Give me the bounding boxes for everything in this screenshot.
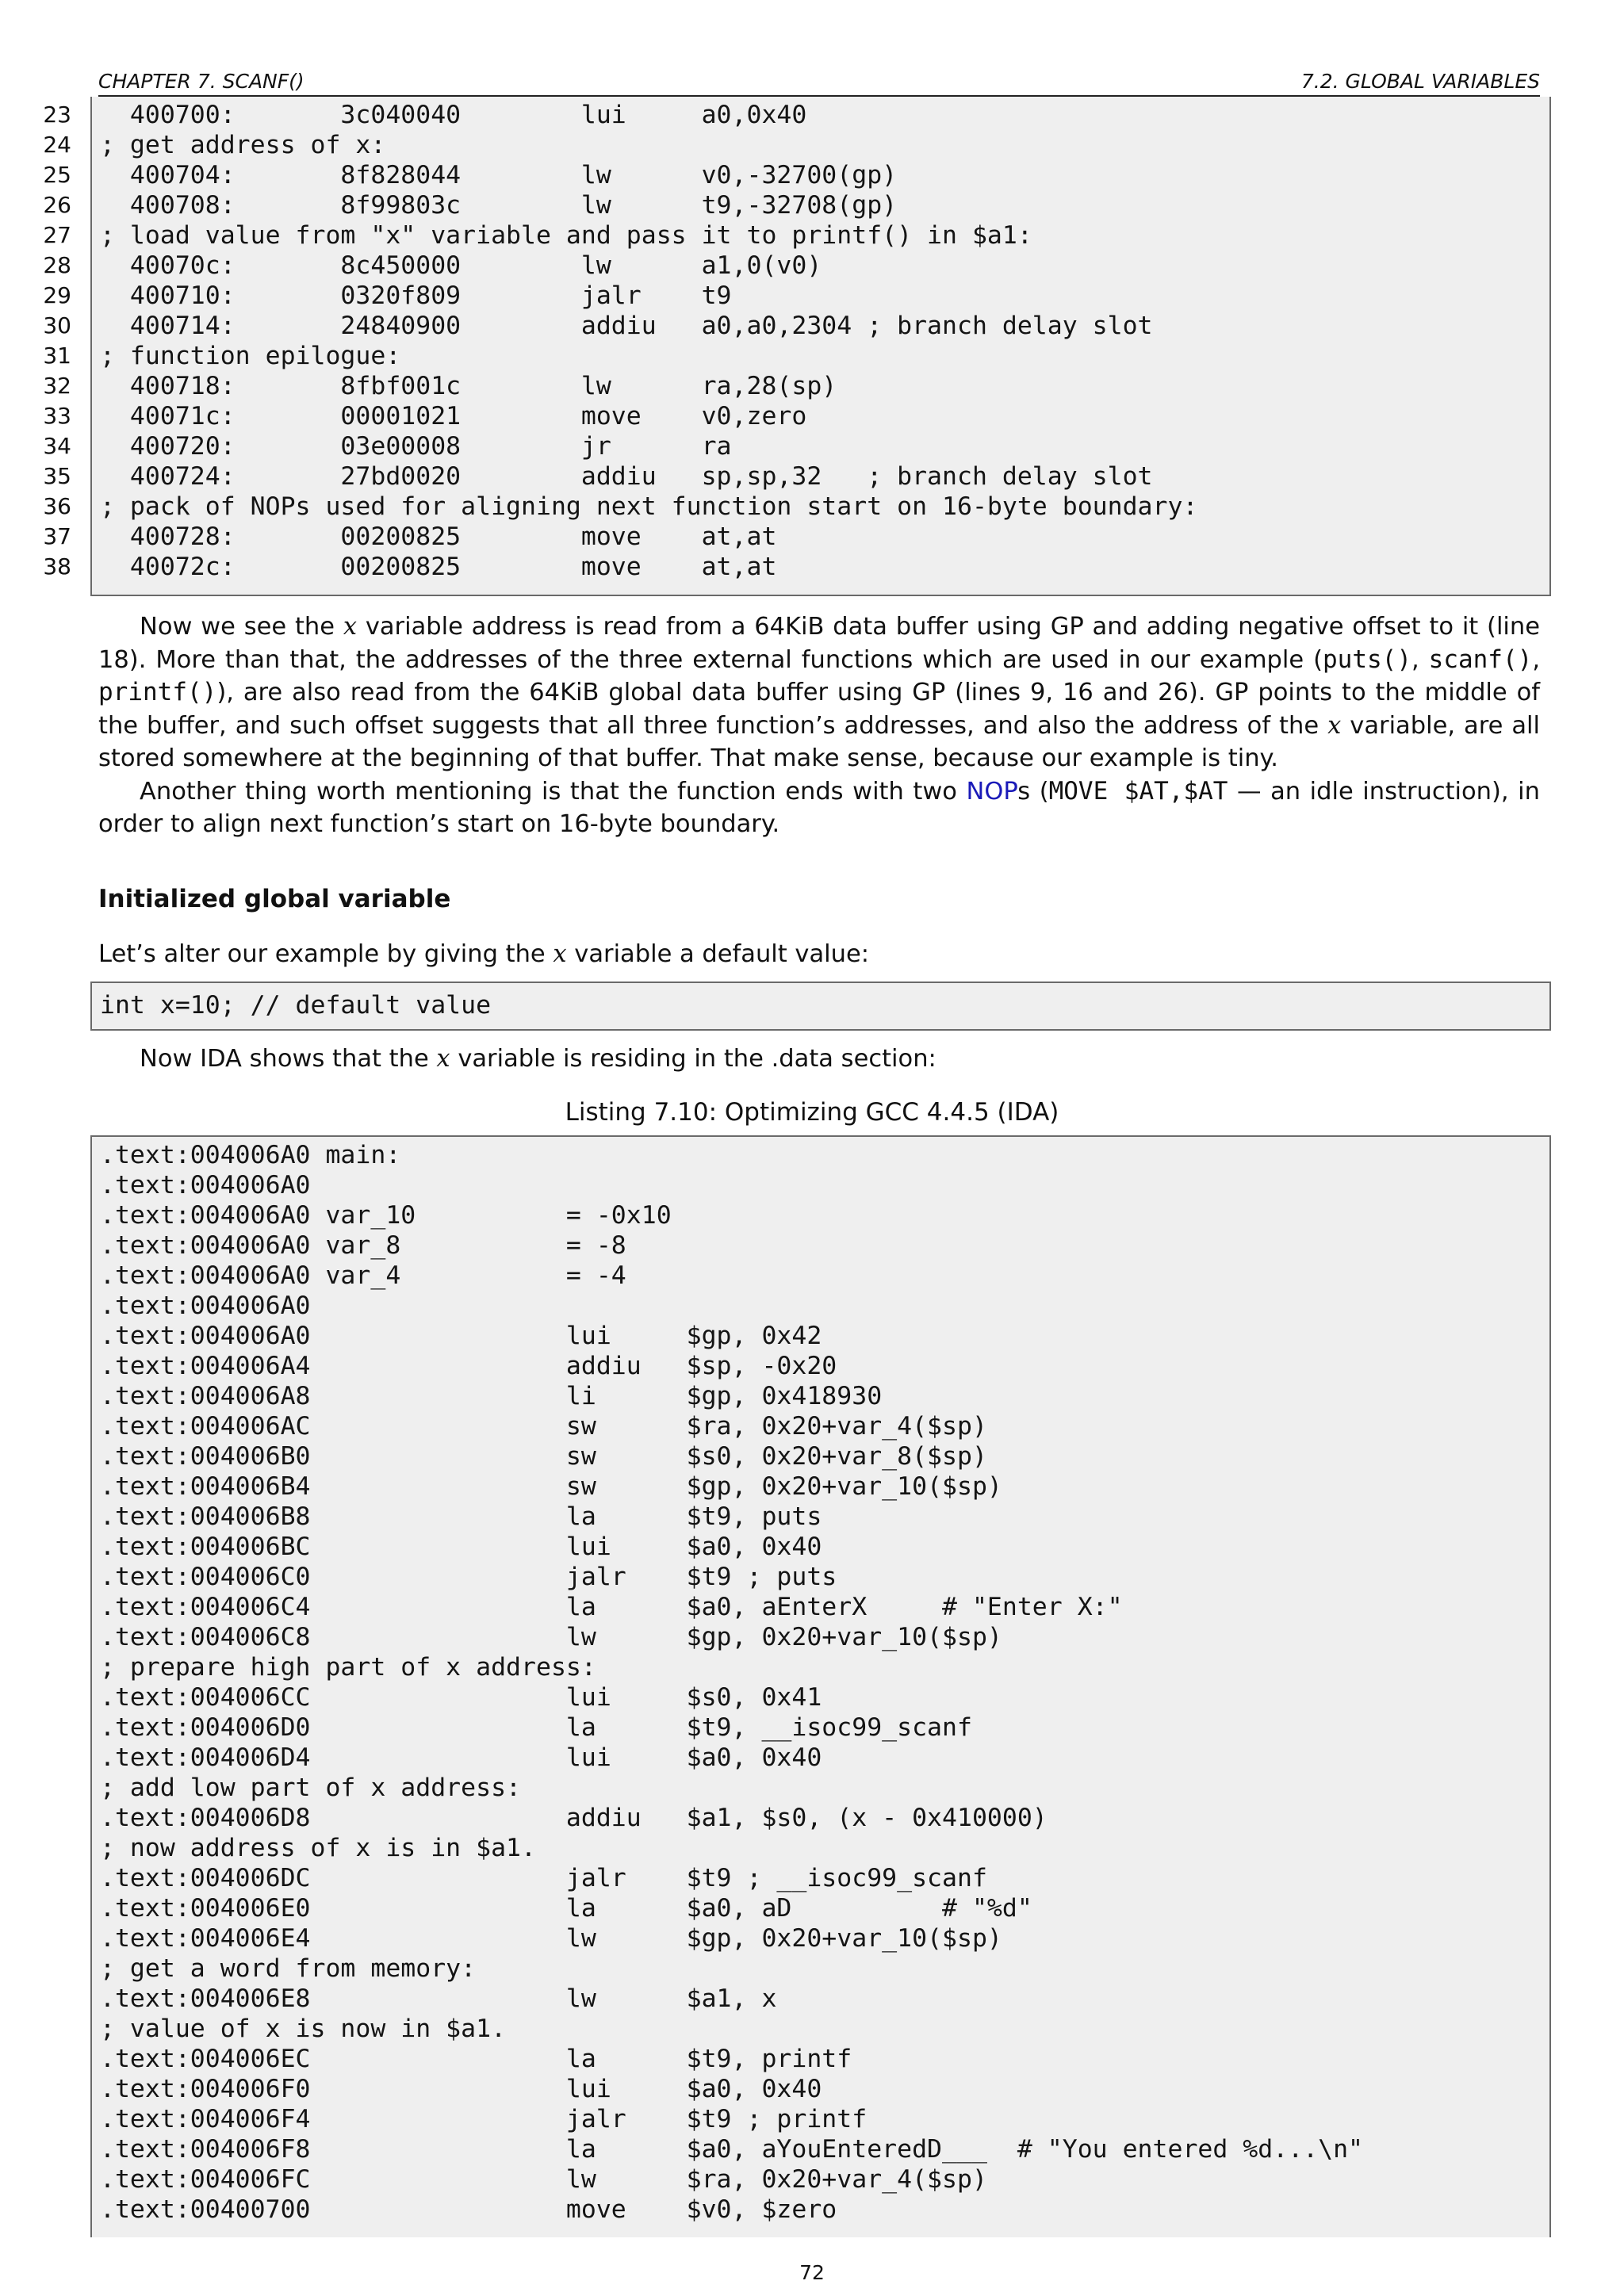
code-line: ; add low part of x address:: [100, 1774, 522, 1802]
text-run: variable a default value:: [566, 940, 870, 968]
code-line: int x=10; // default value: [100, 991, 492, 1020]
text-run: Another thing worth mentioning is that the function ends with two: [140, 777, 967, 806]
code-line: ; get a word from memory:: [100, 1954, 477, 1983]
line-number: 30: [43, 312, 71, 339]
code-line: .text:004006C4 la $a0, aEnterX # "Enter X:": [100, 1593, 1123, 1621]
line-number: 34: [43, 433, 71, 459]
code-line: .text:004006F8 la $a0, aYouEnteredD___ # "You entered %d...\n": [100, 2135, 1364, 2164]
line-number: 32: [43, 373, 71, 399]
page-number: 72: [799, 2261, 825, 2284]
subsection-heading: Initialized global variable: [98, 885, 451, 913]
chapter-title: CHAPTER 7. SCANF(): [98, 70, 304, 93]
code-line: .text:004006A0 var_10 = -0x10: [100, 1201, 672, 1230]
line-number: 33: [43, 403, 71, 429]
code-line: .text:004006E4 lw $gp, 0x20+var_10($sp): [100, 1924, 1002, 1953]
code-line: 40070c: 8c450000 lw a1,0(v0): [100, 251, 822, 280]
code-line: .text:004006A0 var_8 = -8: [100, 1231, 626, 1260]
code-line: 400718: 8fbf001c lw ra,28(sp): [100, 372, 837, 400]
text-run: variable address is read from a 64KiB data buffer using GP and adding negative offset to it (line 18). More than that, the addresses of the three external functions which are used in our example (: [98, 613, 1540, 674]
math-var-x: x: [436, 1045, 450, 1073]
line-numbers: [27, 100, 71, 582]
code-line: 40072c: 00200825 move at,at: [100, 553, 777, 581]
math-var-x: x: [553, 940, 567, 968]
code-line: .text:004006E0 la $a0, aD # "%d": [100, 1894, 1032, 1923]
inline-code-printf: printf(): [98, 678, 217, 706]
section-title-header: 7.2. GLOBAL VARIABLES: [1300, 70, 1540, 93]
code-line: .text:004006D4 lui $a0, 0x40: [100, 1743, 822, 1772]
code-line: .text:004006D0 la $t9, __isoc99_scanf: [100, 1713, 972, 1742]
code-line: ; now address of x is in $a1.: [100, 1834, 536, 1862]
code-snippet-default-value: [90, 982, 1551, 1031]
line-number: 23: [43, 101, 71, 128]
code-listing-ida: [90, 1135, 1551, 2237]
code-line: ; load value from "x" variable and pass it to printf() in $a1:: [100, 221, 1032, 250]
text-run: Now IDA shows that the: [140, 1045, 437, 1073]
inline-code-move: MOVE $AT,$AT: [1048, 776, 1228, 806]
code-line: .text:004006A8 li $gp, 0x418930: [100, 1382, 883, 1410]
code-line: 40071c: 00001021 move v0,zero: [100, 402, 807, 430]
code-line: .text:004006B4 sw $gp, 0x20+var_10($sp): [100, 1472, 1002, 1501]
code-line: 400724: 27bd0020 addiu sp,sp,32 ; branch delay slot: [100, 462, 1153, 491]
code-line: .text:004006D8 addiu $a1, $s0, (x - 0x410000): [100, 1804, 1048, 1832]
listing-caption: Listing 7.10: Optimizing GCC 4.4.5 (IDA): [565, 1098, 1059, 1127]
line-number: 26: [43, 192, 71, 218]
code-line: 400720: 03e00008 jr ra: [100, 432, 732, 461]
code-line: .text:004006A0 var_4 = -4: [100, 1261, 626, 1290]
line-number: 35: [43, 463, 71, 489]
line-number: 37: [43, 523, 71, 549]
paragraph-nop-alignment: [98, 775, 1540, 841]
inline-code-scanf: scanf(): [1428, 645, 1533, 674]
text-run: variable, are all stored somewhere at the beginning of that buffer. That make sense, because our example is tiny.: [98, 711, 1540, 772]
code-line: ; function epilogue:: [100, 342, 401, 370]
code-line: .text:004006B0 sw $s0, 0x20+var_8($sp): [100, 1442, 987, 1471]
text-run: variable is residing in the .data section:: [450, 1045, 936, 1073]
text-run: s (: [1017, 777, 1049, 806]
code-listing-objdump: [90, 97, 1551, 596]
code-line: .text:004006AC sw $ra, 0x20+var_4($sp): [100, 1412, 987, 1441]
line-number: 38: [43, 553, 71, 580]
code-line: .text:004006DC jalr $t9 ; __isoc99_scanf: [100, 1864, 987, 1892]
code-line: 400704: 8f828044 lw v0,-32700(gp): [100, 161, 898, 189]
code-line: .text:004006A0: [100, 1292, 311, 1320]
code-line: .text:00400700 move $v0, $zero: [100, 2195, 837, 2224]
math-var-x: x: [343, 613, 358, 641]
code-line: .text:004006FC lw $ra, 0x20+var_4($sp): [100, 2165, 987, 2194]
body-text-intro: [98, 938, 1540, 971]
text-run: Now we see the: [140, 613, 343, 641]
code-line: .text:004006F4 jalr $t9 ; printf: [100, 2105, 868, 2133]
code-line: .text:004006BC lui $a0, 0x40: [100, 1533, 822, 1561]
code-line: ; pack of NOPs used for aligning next function start on 16-byte boundary:: [100, 492, 1198, 521]
text-run: — an idle instruction), in order to align next function’s start on 16-byte boundary.: [98, 777, 1540, 838]
code-line: .text:004006E8 lw $a1, x: [100, 1984, 777, 2013]
body-text-upper: [98, 610, 1540, 841]
line-number: 36: [43, 493, 71, 519]
body-text-ida: [98, 1043, 1540, 1076]
code-line: 400728: 00200825 move at,at: [100, 522, 777, 551]
inline-code-puts: puts(): [1323, 645, 1411, 674]
line-number: 31: [43, 342, 71, 369]
text-run: ,: [1532, 645, 1541, 674]
code-line: 400714: 24840900 addiu a0,a0,2304 ; branch delay slot: [100, 312, 1153, 340]
code-line: .text:004006EC la $t9, printf: [100, 2045, 852, 2073]
code-line: .text:004006B8 la $t9, puts: [100, 1502, 822, 1531]
code-line: .text:004006A4 addiu $sp, -0x20: [100, 1352, 837, 1380]
paragraph-ida-data-section: [98, 1043, 1540, 1076]
line-number: 24: [43, 132, 71, 158]
math-var-x: x: [1327, 711, 1342, 740]
paragraph-gp-explanation: [98, 610, 1540, 775]
line-number: 27: [43, 222, 71, 248]
text-run: ,: [1411, 645, 1429, 674]
text-run: Let’s alter our example by giving the: [98, 940, 553, 968]
code-line: .text:004006C8 lw $gp, 0x20+var_10($sp): [100, 1623, 1002, 1651]
line-number: 25: [43, 162, 71, 188]
code-line: ; get address of x:: [100, 131, 386, 159]
code-line: .text:004006A0: [100, 1171, 311, 1200]
glossary-link-nop[interactable]: NOP: [966, 777, 1018, 806]
code-line: ; value of x is now in $a1.: [100, 2015, 507, 2043]
text-run: ), are also read from the 64KiB global data buffer using GP (lines 9, 16 and 26). GP points to the middle of the buffer, and such offset suggests that all three function’s addresses, and also the address of the: [98, 679, 1540, 740]
code-line: .text:004006CC lui $s0, 0x41: [100, 1683, 822, 1712]
code-line: .text:004006F0 lui $a0, 0x40: [100, 2075, 822, 2103]
code-line: 400708: 8f99803c lw t9,-32708(gp): [100, 191, 898, 220]
code-line: .text:004006C0 jalr $t9 ; puts: [100, 1563, 837, 1591]
line-number: 29: [43, 282, 71, 308]
code-line: .text:004006A0 lui $gp, 0x42: [100, 1322, 822, 1350]
code-line: 400700: 3c040040 lui a0,0x40: [100, 101, 807, 129]
code-line: .text:004006A0 main:: [100, 1141, 401, 1169]
running-header: [98, 68, 1540, 97]
code-line: 400710: 0320f809 jalr t9: [100, 281, 732, 310]
code-line: ; prepare high part of x address:: [100, 1653, 596, 1682]
line-number: 28: [43, 252, 71, 278]
